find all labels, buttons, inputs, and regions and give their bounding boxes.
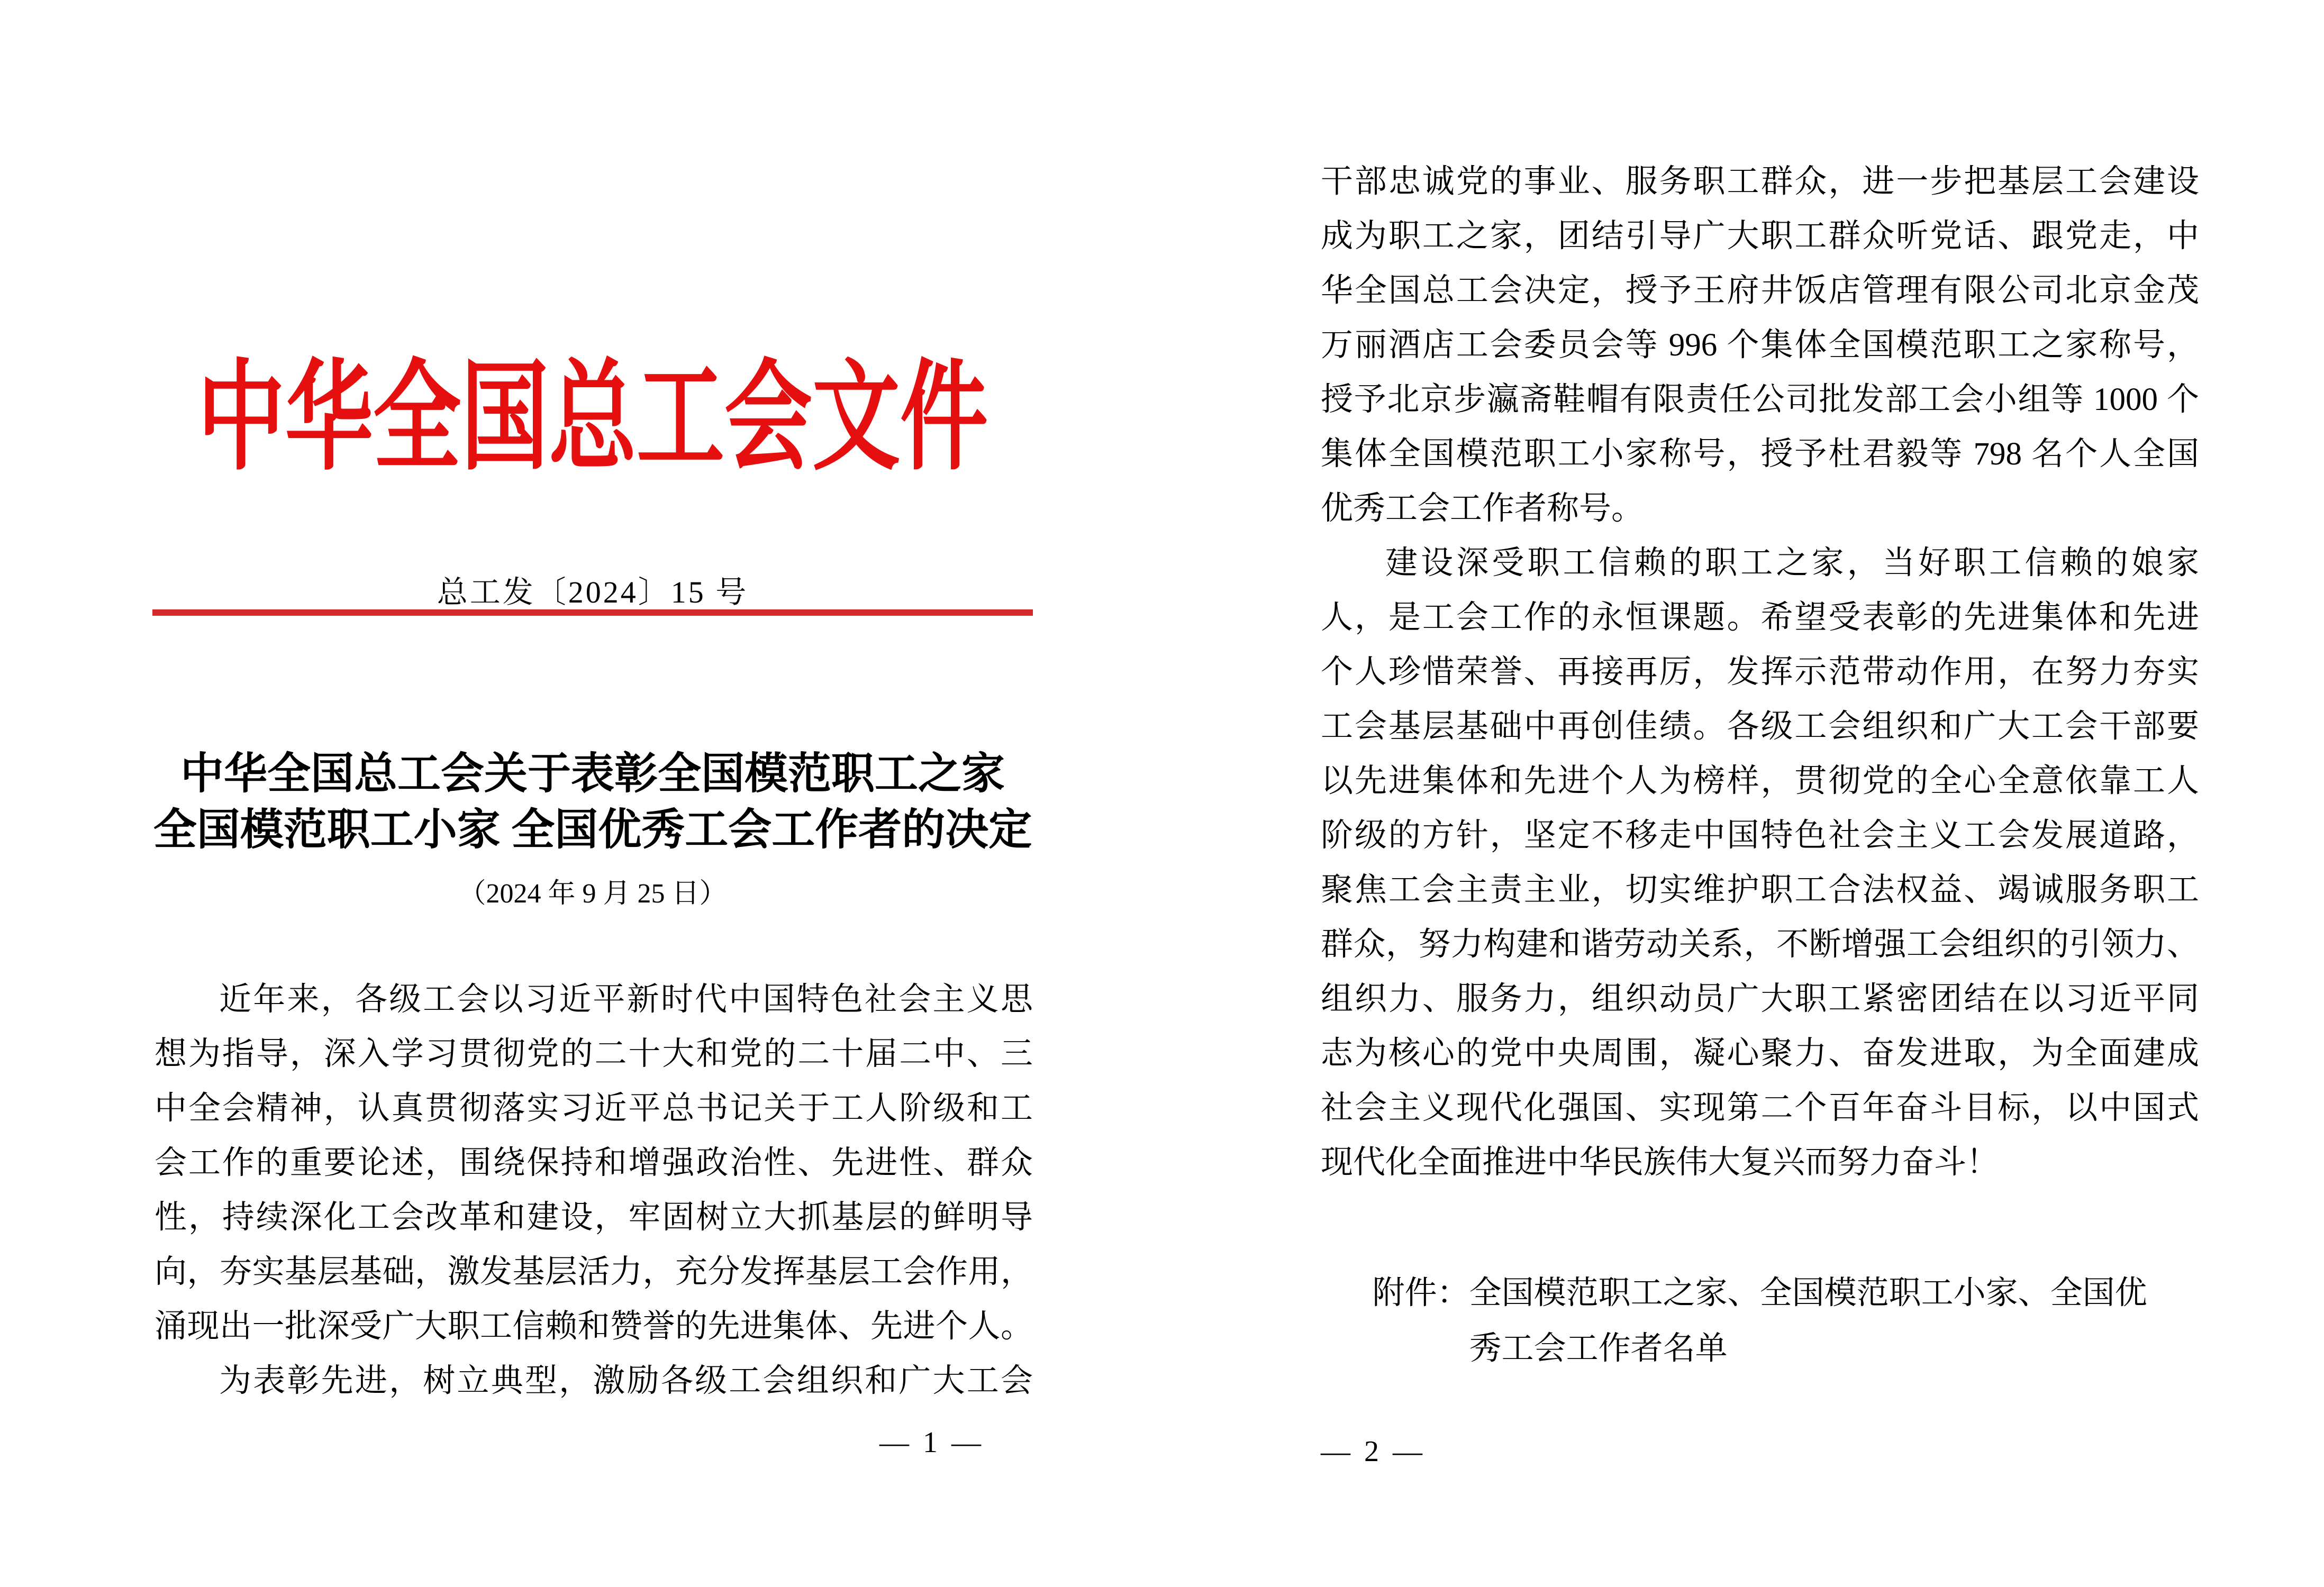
text-line: 现代化全面推进中华民族伟大复兴而努力奋斗！ [1321,1145,1999,1180]
text-line: 个人珍惜荣誉、再接再厉，发挥示范带动作用，在努力夯实 [1321,654,2199,690]
text-line: 优秀工会工作者称号。 [1321,491,1644,526]
text-line: 秀工会工作者名单 [1469,1331,1728,1366]
text-line: 集体全国模范职工小家称号，授予杜君毅等 798 名个人全国 [1321,436,2199,472]
page-number-1: — 1 — [879,1426,984,1459]
text-line: 社会主义现代化强国、实现第二个百年奋斗目标，以中国式 [1321,1090,2199,1126]
body-text-page-1 [155,972,1033,1408]
red-separator-line [152,609,1033,616]
document-title-line-1: 中华全国总工会关于表彰全国模范职工之家 [180,750,1005,798]
text-line: 组织力、服务力，组织动员广大职工紧密团结在以习近平同 [1321,981,2199,1017]
document-title [111,746,1074,858]
document-date: （2024 年 9 月 25 日） [458,879,727,909]
attachment-note [1321,1265,2199,1376]
page-number-2: — 2 — [1321,1435,1426,1468]
text-line: 向，夯实基层基础，激发基层活力，充分发挥基层工会作用， [155,1254,1033,1290]
letterhead-title: 中华全国总工会文件 [197,352,988,485]
text-line: 授予北京步瀛斋鞋帽有限责任公司批发部工会小组等 1000 个 [1321,382,2199,417]
text-line: 近年来，各级工会以习近平新时代中国特色社会主义思 [219,982,1033,1017]
text-line: 工会基层基础中再创佳绩。各级工会组织和广大工会干部要 [1321,709,2199,744]
text-line: 建设深受职工信赖的职工之家，当好职工信赖的娘家 [1385,545,2199,581]
text-line: 阶级的方针，坚定不移走中国特色社会主义工会发展道路， [1321,818,2199,853]
page-2 [1162,0,2324,1587]
text-line: 以先进集体和先进个人为榜样，贯彻党的全心全意依靠工人 [1321,763,2199,799]
document-title-line-2: 全国模范职工小家 全国优秀工会工作者的决定 [153,806,1032,854]
text-line: 为表彰先进，树立典型，激励各级工会组织和广大工会 [219,1363,1033,1399]
text-line: 志为核心的党中央周围，凝心聚力、奋发进取，为全面建成 [1321,1036,2199,1071]
text-line: 人，是工会工作的永恒课题。希望受表彰的先进集体和先进 [1321,600,2199,635]
text-line: 万丽酒店工会委员会等 996 个集体全国模范职工之家称号， [1321,327,2199,363]
document-number: 总工发〔2024〕15 号 [437,575,749,609]
body-text-page-2 [1321,154,2199,1190]
text-line: 想为指导，深入学习贯彻党的二十大和党的二十届二中、三 [155,1036,1033,1072]
text-line: 聚焦工会主责主业，切实维护职工合法权益、竭诚服务职工 [1321,872,2199,908]
text-line: 会工作的重要论述，围绕保持和增强政治性、先进性、群众 [155,1145,1033,1181]
text-line: 干部忠诚党的事业、服务职工群众，进一步把基层工会建设 [1321,164,2199,199]
text-line: 性，持续深化工会改革和建设，牢固树立大抓基层的鲜明导 [155,1200,1033,1235]
text-line: 群众，努力构建和谐劳动关系，不断增强工会组织的引领力、 [1321,927,2199,962]
text-line: 附件：全国模范职工之家、全国模范职工小家、全国优 [1372,1275,2147,1311]
text-line: 华全国总工会决定，授予王府井饭店管理有限公司北京金茂 [1321,273,2199,308]
text-line: 中全会精神，认真贯彻落实习近平总书记关于工人阶级和工 [155,1091,1033,1126]
text-line: 涌现出一批深受广大职工信赖和赞誉的先进集体、先进个人。 [155,1309,1033,1344]
text-line: 成为职工之家，团结引导广大职工群众听党话、跟党走，中 [1321,218,2199,254]
